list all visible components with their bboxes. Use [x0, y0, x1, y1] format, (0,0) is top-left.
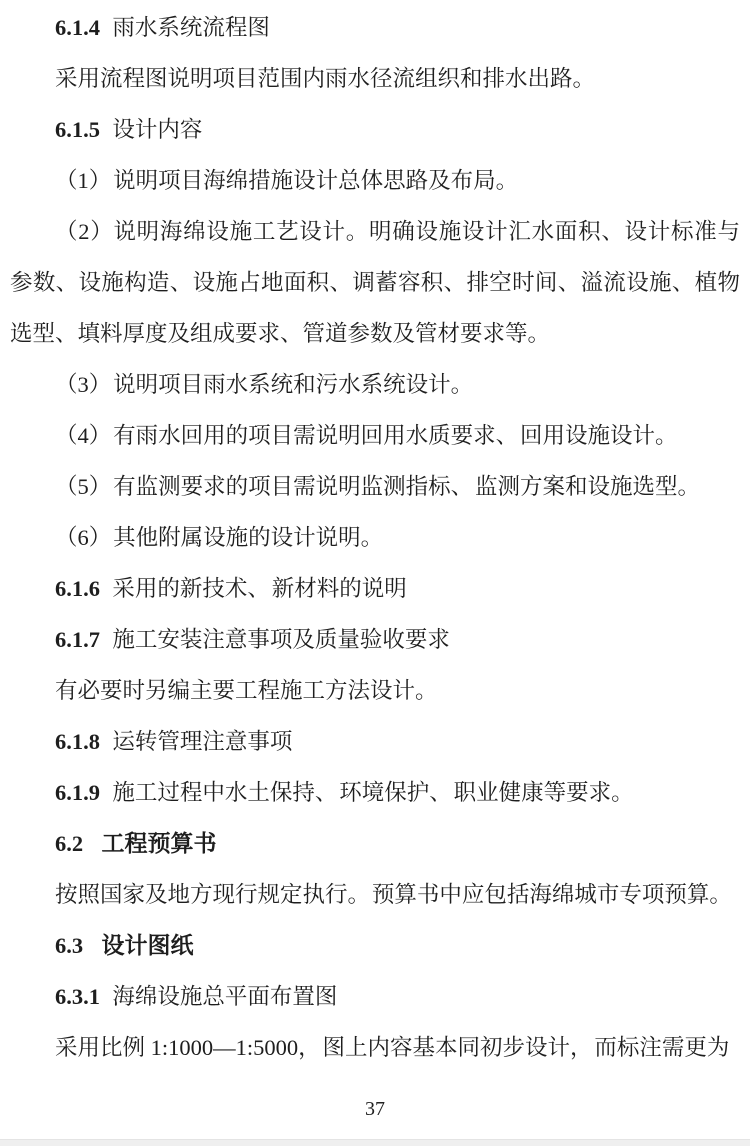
heading-title: 工程预算书: [101, 830, 217, 856]
heading-6-1-5: [10, 104, 740, 155]
heading-6-3-1: [10, 971, 740, 1022]
heading-title: 设计图纸: [101, 932, 194, 958]
heading-title: 施工安装注意事项及质量验收要求: [112, 627, 450, 652]
paragraph-scale-desc: 采用比例 1:1000—1:5000， 图上内容基本同初步设计， 而标注需更为: [55, 1035, 730, 1060]
heading-6-1-4: [10, 2, 740, 53]
heading-number: 6.1.8: [55, 729, 100, 754]
paragraph-item-3: （3） 说明项目雨水系统和污水系统设计。: [55, 372, 474, 397]
heading-number: 6.3: [55, 933, 84, 958]
paragraph-item-6: （6） 其他附属设施的设计说明。: [55, 525, 384, 550]
heading-number: 6.1.6: [55, 576, 100, 601]
heading-number: 6.1.9: [55, 780, 100, 805]
heading-number: 6.1.4: [55, 15, 100, 40]
page-number: 37: [365, 1098, 385, 1120]
heading-6-1-8: [10, 716, 740, 767]
heading-6-1-6: [10, 563, 740, 614]
heading-6-1-7: [10, 614, 740, 665]
heading-number: 6.1.5: [55, 117, 100, 142]
paragraph-construction-method: 有必要时另编主要工程施工方法设计。: [55, 678, 438, 703]
paragraph-budget-desc: 按照国家及地方现行规定执行。 预算书中应包括海绵城市专项预算。: [55, 882, 732, 907]
heading-title: 海绵设施总平面布置图: [112, 984, 338, 1009]
heading-number: 6.3.1: [55, 984, 100, 1009]
heading-title: 雨水系统流程图: [112, 15, 270, 40]
paragraph-item-2: （2）说明海绵设施工艺设计。明确设施设计汇水面积、设计标准与参数、设施构造、设施占地面积、调蓄容积、排空时间、溢流设施、植物选型、填料厚度及组成要求、管道参数及管材要求等。: [10, 219, 740, 346]
page-bottom-edge: [0, 1139, 750, 1146]
paragraph-rainwater-flowchart-desc: 采用流程图说明项目范围内雨水径流组织和排水出路。: [55, 66, 596, 91]
heading-title: 采用的新技术、 新材料的说明: [112, 576, 407, 601]
paragraph-item-1: （1） 说明项目海绵措施设计总体思路及布局。: [55, 168, 519, 193]
heading-6-1-9: [10, 767, 740, 818]
paragraph-item-4: （4） 有雨水回用的项目需说明回用水质要求、 回用设施设计。: [55, 423, 678, 448]
heading-title: 设计内容: [112, 117, 203, 142]
heading-title: 施工过程中水土保持、 环境保护、 职业健康等要求。: [112, 780, 634, 805]
heading-title: 运转管理注意事项: [112, 729, 293, 754]
heading-6-3: [10, 920, 740, 971]
paragraph-item-5: （5） 有监测要求的项目需说明监测指标、 监测方案和设施选型。: [55, 474, 701, 499]
heading-number: 6.2: [55, 831, 84, 856]
heading-6-2: [10, 818, 740, 869]
heading-number: 6.1.7: [55, 627, 100, 652]
